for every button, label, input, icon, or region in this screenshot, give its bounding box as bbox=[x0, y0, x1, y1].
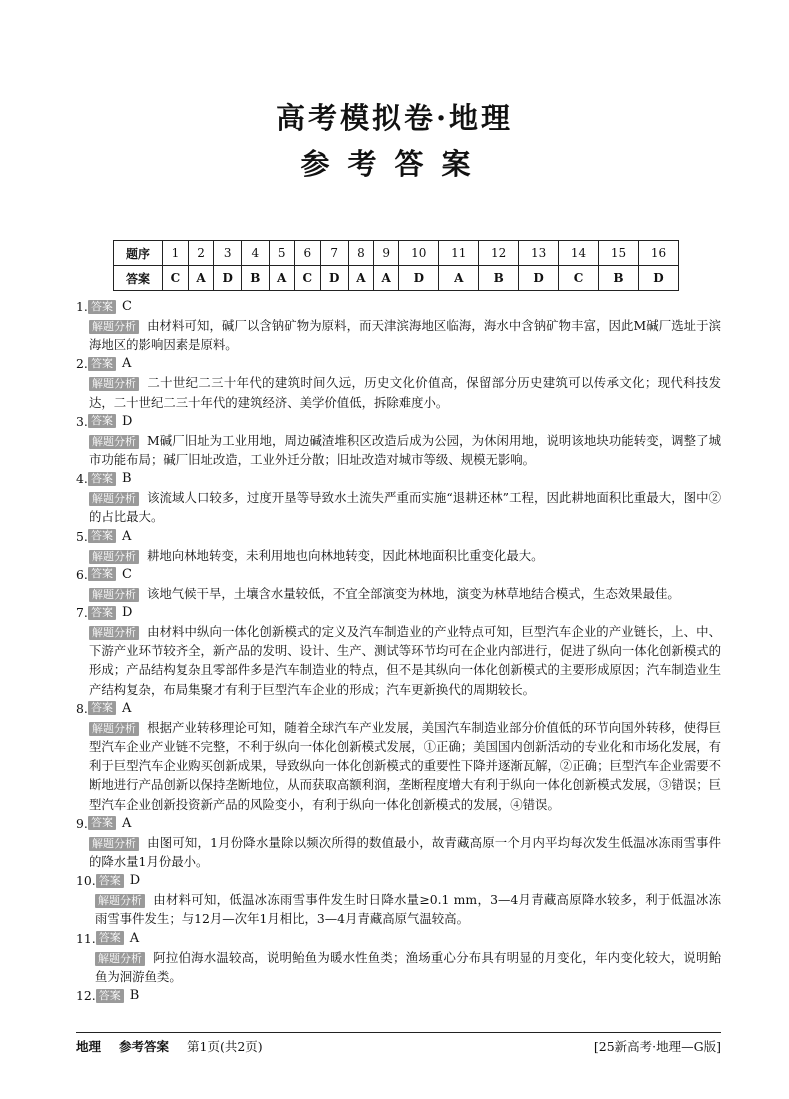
analysis-text: 该流域人口较多，过度开垦等导致水土流失严重而实施“退耕还林”工程，因此耕地面积比重最大，图中②的占比最大。 bbox=[89, 490, 721, 525]
answer-line bbox=[76, 929, 721, 948]
answer-line bbox=[76, 699, 721, 718]
page-footer bbox=[76, 1032, 721, 1055]
question-number: 5. bbox=[76, 528, 88, 544]
answer-line bbox=[76, 412, 721, 431]
analysis-text: 根据产业转移理论可知，随着全球汽车产业发展，美国汽车制造业部分价值低的环节向国外转移，使得巨型汽车企业产业链不完整，不利于纵向一体化创新模式发展，①正确；美国国内创新活动的专业化和市场化发展，有利于巨型汽车企业购买创新成果，导致纵向一体化创新模式的重要性下降并逐渐瓦解，②正确；巨型汽车企业需要不断地进行产品创新以保持垄断地位，从而获取高额利润，垄断程度增大有利于纵向一体化创新模式发展，③错误；巨型汽车企业创新投资新产品的风险变小，有利于纵向一体化创新模式的发展，④错误。 bbox=[89, 719, 721, 812]
analysis-badge: 解题分析 bbox=[89, 837, 139, 851]
answer-badge: 答案 bbox=[96, 989, 124, 1003]
question-number-cell: 3 bbox=[214, 241, 242, 266]
answer-badge: 答案 bbox=[88, 357, 116, 371]
answer-table-row-label: 答案 bbox=[114, 266, 163, 291]
analysis-badge: 解题分析 bbox=[89, 492, 139, 506]
analysis-badge: 解题分析 bbox=[89, 320, 139, 334]
question-number-cell: 15 bbox=[599, 241, 639, 266]
analysis-badge: 解题分析 bbox=[89, 626, 139, 640]
answer-letter-cell: C bbox=[294, 266, 320, 291]
answer-letter-cell: A bbox=[269, 266, 294, 291]
analysis-text: 该地气候干旱，土壤含水量较低，不宜全部演变为林地，演变为林草地结合模式，生态效果最佳。 bbox=[147, 585, 680, 601]
question-number-cell: 8 bbox=[348, 241, 373, 266]
answer-value: A bbox=[122, 700, 132, 716]
analysis-block bbox=[76, 584, 721, 603]
answer-letter-cell: D bbox=[214, 266, 242, 291]
answer-letter-cell: D bbox=[399, 266, 439, 291]
answer-letter-cell: A bbox=[374, 266, 399, 291]
question-number: 9. bbox=[76, 815, 88, 831]
answer-letter-cell: D bbox=[638, 266, 678, 291]
question-item bbox=[76, 565, 721, 603]
question-item bbox=[76, 297, 721, 354]
question-number: 7. bbox=[76, 604, 88, 620]
question-number-cell: 1 bbox=[163, 241, 189, 266]
answer-line bbox=[76, 565, 721, 584]
analysis-block bbox=[76, 488, 721, 526]
question-item bbox=[76, 929, 721, 986]
question-number: 2. bbox=[76, 356, 88, 372]
answer-line bbox=[76, 986, 721, 1005]
question-number-cell: 16 bbox=[638, 241, 678, 266]
answer-letter-cell: C bbox=[559, 266, 599, 291]
analysis-text: 由材料可知，低温冰冻雨雪事件发生时日降水量≥0.1 mm，3—4月青藏高原降水较多，利于低温冰冻雨雪事件发生；与12月—次年1月相比，3—4月青藏高原气温较高。 bbox=[95, 892, 721, 927]
answer-line bbox=[76, 871, 721, 890]
footer-code: [25新高考·地理—G版] bbox=[593, 1039, 721, 1054]
footer-subject: 地理 bbox=[76, 1039, 102, 1054]
analysis-badge: 解题分析 bbox=[89, 722, 139, 736]
question-number-cell: 10 bbox=[399, 241, 439, 266]
answer-letter-cell: C bbox=[163, 266, 189, 291]
answer-line bbox=[76, 603, 721, 622]
analysis-block bbox=[76, 431, 721, 469]
question-item bbox=[76, 412, 721, 469]
answer-value: A bbox=[122, 815, 132, 831]
question-number-cell: 4 bbox=[242, 241, 269, 266]
question-number-cell: 14 bbox=[559, 241, 599, 266]
answer-letter-cell: B bbox=[599, 266, 639, 291]
analysis-block bbox=[76, 718, 721, 814]
question-number-cell: 2 bbox=[188, 241, 213, 266]
answer-letter-cell: B bbox=[479, 266, 519, 291]
answer-badge: 答案 bbox=[88, 701, 116, 715]
answer-table-row-label: 题序 bbox=[114, 241, 163, 266]
analysis-text: 由材料中纵向一体化创新模式的定义及汽车制造业的产业特点可知，巨型汽车企业的产业链长，上、中、下游产业环节较齐全，新产品的发明、设计、生产、测试等环节均可在企业内部进行，促进了纵向一体化创新模式的形成；产品结构复杂且零部件多是汽车制造业的特点，但不是其纵向一体化创新模式的主要形成原因；汽车制造业生产结构复杂，布局集聚才有利于巨型汽车企业的形成；汽车更新换代的周期较长。 bbox=[89, 624, 721, 697]
analysis-text: 阿拉伯海水温较高，说明鲐鱼为暖水性鱼类；渔场重心分布具有明显的月变化，年内变化较大，说明鲐鱼为洄游鱼类。 bbox=[95, 949, 721, 984]
analysis-block bbox=[76, 948, 721, 986]
answer-value: C bbox=[122, 298, 132, 314]
answer-table-number-row bbox=[114, 241, 679, 266]
answer-value: D bbox=[122, 604, 133, 620]
question-item bbox=[76, 603, 721, 699]
analysis-badge: 解题分析 bbox=[89, 550, 139, 564]
answer-letter-cell: A bbox=[188, 266, 213, 291]
question-number: 12. bbox=[76, 987, 96, 1003]
question-number: 3. bbox=[76, 413, 88, 429]
question-item bbox=[76, 354, 721, 411]
question-number-cell: 9 bbox=[374, 241, 399, 266]
answer-badge: 答案 bbox=[96, 874, 124, 888]
question-item bbox=[76, 986, 721, 1005]
question-item bbox=[76, 871, 721, 928]
answer-value: B bbox=[129, 987, 140, 1003]
answer-badge: 答案 bbox=[88, 300, 116, 314]
question-number: 6. bbox=[76, 566, 88, 582]
question-item bbox=[76, 699, 721, 814]
page-title: 高考模拟卷·地理 bbox=[275, 101, 514, 135]
question-number-cell: 12 bbox=[479, 241, 519, 266]
analysis-block bbox=[76, 546, 721, 565]
analysis-block bbox=[76, 890, 721, 928]
answer-badge: 答案 bbox=[88, 816, 116, 830]
answer-line bbox=[76, 297, 721, 316]
analysis-badge: 解题分析 bbox=[95, 894, 145, 908]
question-number-cell: 11 bbox=[439, 241, 479, 266]
footer-page: 第1页(共2页) bbox=[187, 1039, 263, 1054]
analysis-text: M碱厂旧址为工业用地，周边碱渣堆积区改造后成为公园，为休闲用地，说明该地块功能转变，调整了城市功能布局；碱厂旧址改造，工业外迁分散；旧址改造对城市等级、规模无影响。 bbox=[89, 432, 721, 468]
analysis-badge: 解题分析 bbox=[95, 952, 145, 966]
analysis-block bbox=[76, 316, 721, 354]
answer-explanations bbox=[76, 297, 721, 1005]
answer-value: A bbox=[122, 528, 132, 544]
answer-value: D bbox=[122, 413, 133, 429]
question-number-cell: 13 bbox=[519, 241, 559, 266]
question-number-cell: 5 bbox=[269, 241, 294, 266]
analysis-block bbox=[76, 833, 721, 871]
question-number: 11. bbox=[76, 930, 96, 946]
analysis-text: 由材料可知，碱厂以含钠矿物为原料，而天津滨海地区临海，海水中含钠矿物丰富，因此M碱厂选址于滨海地区的影响因素是原料。 bbox=[89, 318, 721, 353]
answer-letter-cell: B bbox=[242, 266, 269, 291]
answer-value: A bbox=[129, 930, 140, 946]
analysis-badge: 解题分析 bbox=[89, 588, 139, 602]
question-item bbox=[76, 469, 721, 526]
question-number: 8. bbox=[76, 700, 88, 716]
analysis-text: 由图可知，1月份降水量除以频次所得的数值最小，故青藏高原一个月内平均每次发生低温冰冻雨雪事件的降水量1月份最小。 bbox=[89, 834, 721, 870]
answer-value: C bbox=[122, 566, 132, 582]
answer-badge: 答案 bbox=[96, 931, 124, 945]
analysis-text: 二十世纪二三十年代的建筑时间久远，历史文化价值高，保留部分历史建筑可以传承文化；现代科技发达，二十世纪二三十年代的建筑经济、美学价值低，拆除难度小。 bbox=[89, 375, 721, 410]
question-item bbox=[76, 527, 721, 565]
answer-letter-cell: A bbox=[439, 266, 479, 291]
analysis-badge: 解题分析 bbox=[89, 435, 139, 449]
question-number-cell: 6 bbox=[294, 241, 320, 266]
answer-value: B bbox=[122, 471, 132, 487]
question-number: 10. bbox=[76, 873, 96, 889]
analysis-block bbox=[76, 373, 721, 411]
answer-badge: 答案 bbox=[88, 529, 116, 543]
answer-value: A bbox=[122, 356, 132, 372]
answer-letter-cell: A bbox=[348, 266, 373, 291]
answer-line bbox=[76, 354, 721, 373]
answer-letter-cell: D bbox=[519, 266, 559, 291]
question-number: 1. bbox=[76, 298, 88, 314]
page-subtitle: 参考答案 bbox=[300, 147, 489, 181]
question-number: 4. bbox=[76, 471, 88, 487]
footer-doc: 参考答案 bbox=[119, 1039, 170, 1054]
analysis-badge: 解题分析 bbox=[89, 377, 139, 391]
answer-value: D bbox=[129, 873, 141, 889]
question-number-cell: 7 bbox=[320, 241, 348, 266]
analysis-block bbox=[76, 622, 721, 699]
answer-line bbox=[76, 814, 721, 833]
answer-badge: 答案 bbox=[88, 414, 116, 428]
answer-badge: 答案 bbox=[88, 606, 116, 620]
analysis-text: 耕地向林地转变，未利用地也向林地转变，因此林地面积比重变化最大。 bbox=[147, 547, 544, 563]
answer-letter-cell: D bbox=[320, 266, 348, 291]
question-item bbox=[76, 814, 721, 871]
answer-line bbox=[76, 469, 721, 488]
answer-badge: 答案 bbox=[88, 567, 116, 581]
answer-table-answer-row bbox=[114, 266, 679, 291]
answer-line bbox=[76, 527, 721, 546]
answer-badge: 答案 bbox=[88, 472, 116, 486]
answer-table bbox=[113, 240, 679, 291]
